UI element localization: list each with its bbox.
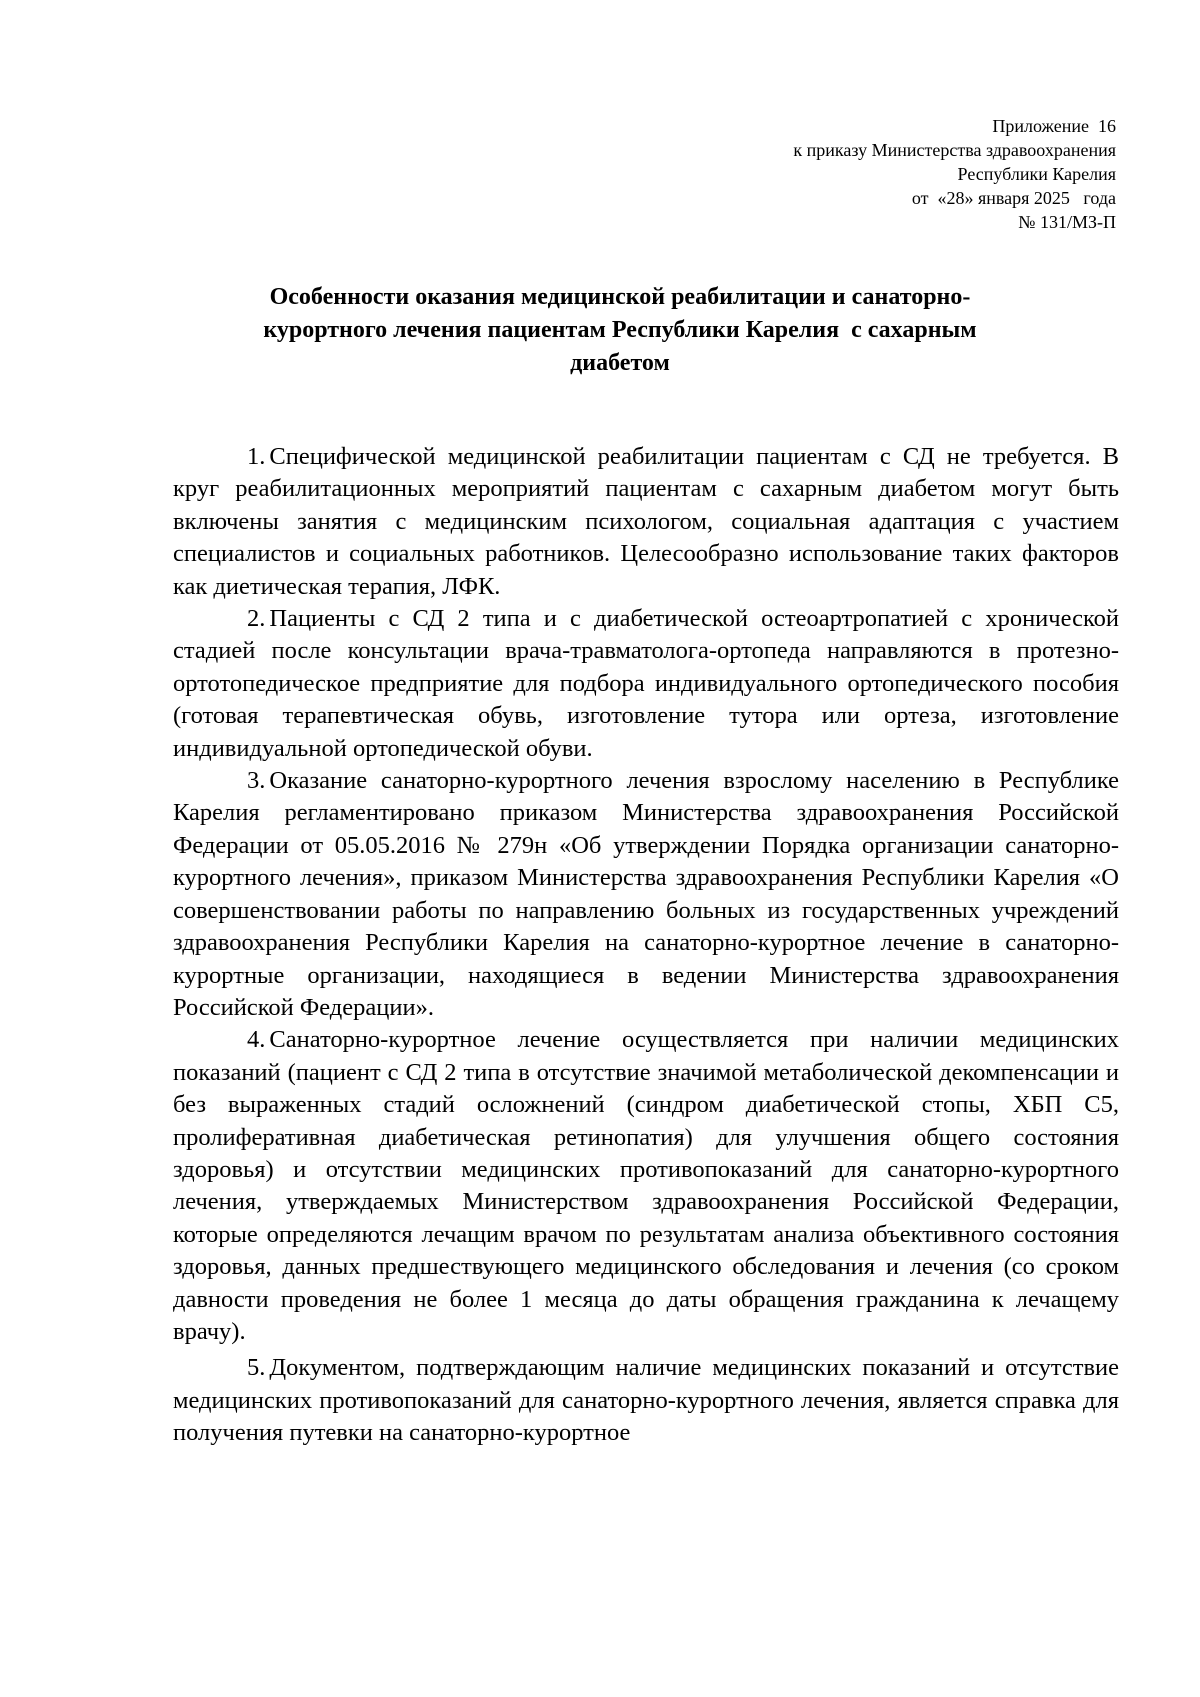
paragraph-number: 3. — [247, 767, 266, 795]
paragraph-number: 2. — [247, 605, 266, 633]
paragraph-5 — [173, 1352, 1119, 1449]
order-region: Республики Карелия — [957, 164, 1116, 184]
appendix-header — [793, 114, 1116, 234]
document-title — [160, 281, 1080, 380]
paragraph-number: 1. — [247, 443, 266, 470]
order-number: № 131/МЗ-П — [1018, 212, 1116, 232]
paragraph-text: Пациенты с СД 2 типа и с диабетической остеоартропатией с хронической стадией после консультации врача-травматолога-ортопеда направляются в протезно-ортотопедическое предприятие для подбора индивидуального ортопедического пособия (готовая терапевтическая обувь, изготовление тутора или ортеза, изготовление индивидуальной ортопедической обуви. — [173, 605, 1119, 762]
paragraph-text: Документом, подтверждающим наличие медицинских показаний и отсутствие медицинских противопоказаний для санаторно-курортного лечения, является справка для получения путевки на санаторно-курортное — [173, 1354, 1119, 1447]
title-line-1: Особенности оказания медицинской реабилитации и санаторно- — [269, 284, 971, 310]
paragraph-3 — [173, 765, 1119, 1024]
paragraph-text: Специфической медицинской реабилитации пациентам с СД не требуется. В круг реабилитационных мероприятий пациентам с сахарным диабетом могут быть включены занятия с медицинским психологом, социальная адаптация с участием специалистов и социальных работников. Целесообразно использование таких факторов как диетическая терапия, ЛФК. — [173, 443, 1119, 600]
paragraph-2 — [173, 603, 1119, 765]
paragraph-text: Санаторно-курортное лечение осуществляется при наличии медицинских показаний (пациент с СД 2 типа в отсутствие значимой метаболической декомпенсации и без выраженных стадий осложнений (синдром диабетической стопы, ХБП С5, пролиферативная диабетическая ретинопатия) для улучшения общего состояния здоровья) и отсутствии медицинских противопоказаний для санаторно-курортного лечения, утверждаемых Министерством здравоохранения Российской Федерации, которые определяются лечащим врачом по результатам анализа объективного состояния здоровья, данных предшествующего медицинского обследования и лечения (со сроком давности проведения не более 1 месяца до даты обращения гражданина к лечащему врачу). — [173, 1026, 1119, 1345]
order-reference: к приказу Министерства здравоохранения — [793, 140, 1116, 160]
paragraph-number: 5. — [247, 1354, 266, 1382]
appendix-number: Приложение 16 — [992, 116, 1116, 136]
paragraph-number: 4. — [247, 1026, 266, 1054]
document-body — [173, 441, 1119, 1450]
paragraph-1 — [173, 441, 1119, 603]
paragraph-text: Оказание санаторно-курортного лечения взрослому населению в Республике Карелия регламентировано приказом Министерства здравоохранения Российской Федерации от 05.05.2016 № 279н «Об утверждении Порядка организации санаторно-курортного лечения», приказом Министерства здравоохранения Республики Карелия «О совершенствовании работы по направлению больных из государственных учреждений здравоохранения Республики Карелия на санаторно-курортное лечение в санаторно-курортные организации, находящиеся в ведении Министерства здравоохранения Российской Федерации». — [173, 767, 1119, 1021]
title-line-3: диабетом — [570, 350, 670, 376]
title-line-2: курортного лечения пациентам Республики Карелия с сахарным — [263, 317, 977, 343]
order-date: от «28» января 2025 года — [911, 188, 1116, 208]
paragraph-4 — [173, 1024, 1119, 1348]
